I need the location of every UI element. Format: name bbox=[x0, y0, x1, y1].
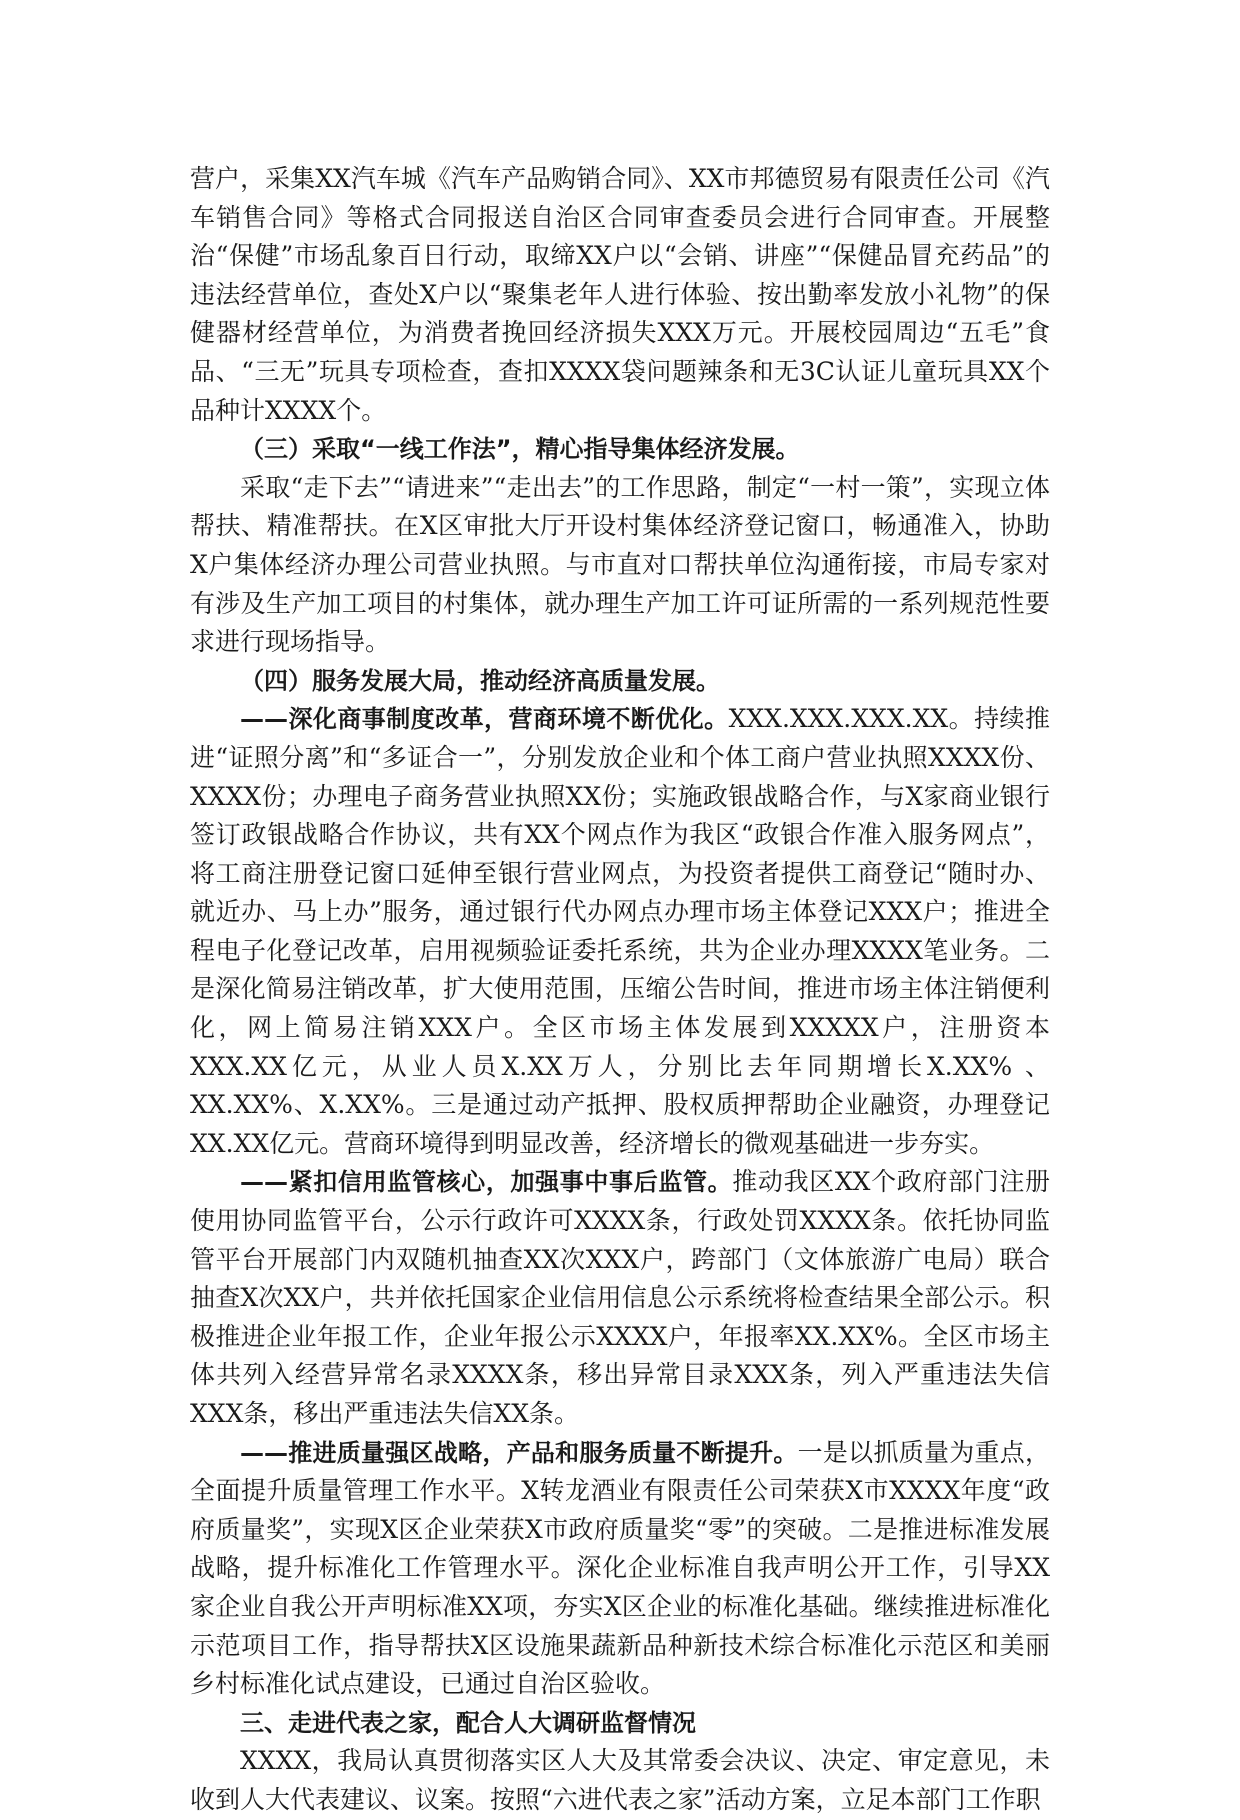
document-body bbox=[190, 160, 1050, 1820]
heading-collective-economy: （三）采取“一线工作法”，精心指导集体经济发展。 bbox=[240, 435, 800, 464]
paragraph-consumer-protection: 营户，采集XX汽车城《汽车产品购销合同》、XX市邦德贸易有限责任公司《汽车销售合同》等格式合同报送自治区合同审查委员会进行合同审查。开展整治“保健”市场乱象百日行动，取缔XX户以“会销、讲座”“保健品冒充药品”的违法经营单位，查处X户以“聚集老年人进行体验、按出勤率发放小礼物”的保健器材经营单位，为消费者挽回经济损失XXX万元。开展校园周边“五毛”食品、“三无”玩具专项检查，查扣XXXX袋问题辣条和无3C认证儿童玩具XX个品种计XXXX个。 bbox=[190, 164, 1050, 425]
lead-business-reform: ——深化商事制度改革，营商环境不断优化。 bbox=[240, 705, 729, 734]
paragraph-deputies-home: XXXX，我局认真贯彻落实区人大及其常委会决议、决定、审定意见，未收到人大代表建议、议案。按照“六进代表之家”活动方案，立足本部门工作职 bbox=[190, 1746, 1050, 1814]
text-credit-supervision: 推动我区XX个政府部门注册使用协同监管平台，公示行政许可XXXX条，行政处罚XXXX条。依托协同监管平台开展部门内双随机抽查XX次XXX户，跨部门（文体旅游广电局）联合抽查X次XX户，共并依托国家企业信用信息公示系统将检查结果全部公示。积极推进企业年报工作，企业年报公示XXXX户，年报率XX.XX%。全区市场主体共列入经营异常名录XXXX条，移出异常目录XXX条，列入严重违法失信XXX条，移出严重违法失信XX条。 bbox=[190, 1167, 1050, 1428]
paragraph-quality-strategy bbox=[190, 1434, 1050, 1704]
section-heading-deputies-home: 三、走进代表之家，配合人大调研监督情况 bbox=[240, 1708, 696, 1737]
paragraph-collective-economy: 采取“走下去”“请进来”“走出去”的工作思路，制定“一村一策”，实现立体帮扶、精准帮扶。在X区审批大厅开设村集体经济登记窗口，畅通准入，协助X户集体经济办理公司营业执照。与市直对口帮扶单位沟通衔接，市局专家对有涉及生产加工项目的村集体，就办理生产加工许可证所需的一系列规范性要求进行现场指导。 bbox=[190, 472, 1050, 657]
text-quality-strategy: 一是以抓质量为重点，全面提升质量管理工作水平。X转龙酒业有限责任公司荣获X市XXXX年度“政府质量奖”，实现X区企业荣获X市政府质量奖“零”的突破。二是推进标准发展战略，提升标准化工作管理水平。深化企业标准自我声明公开工作，引导XX家企业自我公开声明标准XX项，夯实X区企业的标准化基础。继续推进标准化示范项目工作，指导帮扶X区设施果蔬新品种新技术综合标准化示范区和美丽乡村标准化试点建设，已通过自治区验收。 bbox=[190, 1437, 1050, 1699]
paragraph-business-reform bbox=[190, 700, 1050, 1163]
lead-quality-strategy: ——推进质量强区战略，产品和服务质量不断提升。 bbox=[240, 1438, 798, 1467]
text-business-reform: XXX.XXX.XXX.XX。持续推进“证照分离”和“多证合一”，分别发放企业和个体工商户营业执照XXXX份、XXXX份；办理电子商务营业执照XX份；实施政银战略合作，与X家商业银行签订政银战略合作协议，共有XX个网点作为我区“政银合作准入服务网点”，将工商注册登记窗口延伸至银行营业网点，为投资者提供工商登记“随时办、就近办、马上办”服务，通过银行代办网点办理市场主体登记XXX户；推进全程电子化登记改革，启用视频验证委托系统，共为企业办理XXXX笔业务。二是深化简易注销改革，扩大使用范围，压缩公告时间，推进市场主体注销便利化，网上简易注销XXX户。全区市场主体发展到XXXXX户，注册资本XXX.XX亿元，从业人员X.XX万人，分别比去年同期增长X.XX% 、XX.XX%、X.XX%。三是通过动产抵押、股权质押帮助企业融资，办理登记XX.XX亿元。营商环境得到明显改善，经济增长的微观基础进一步夯实。 bbox=[190, 704, 1050, 1158]
lead-credit-supervision: ——紧扣信用监管核心，加强事中事后监管。 bbox=[240, 1168, 733, 1197]
heading-economic-development: （四）服务发展大局，推动经济高质量发展。 bbox=[240, 666, 720, 695]
paragraph-credit-supervision bbox=[190, 1163, 1050, 1433]
